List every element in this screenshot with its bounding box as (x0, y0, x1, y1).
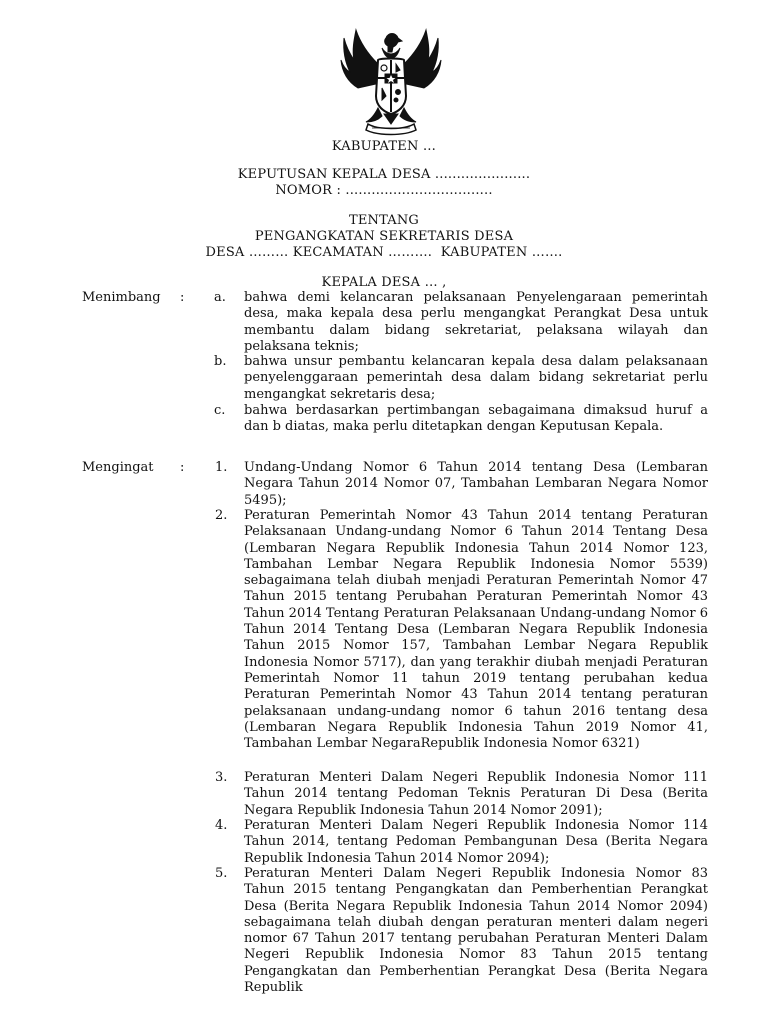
item-text: Peraturan Menteri Dalam Negeri Republik Indonesia Nomor 114 Tahun 2014, tentang Pedoman Pembangunan Desa (Berita Negara Republik Indonesia Tahun 2014 Nomor 2094); (244, 818, 708, 866)
decree-title: KEPUTUSAN KEPALA DESA ...................... (237, 167, 531, 182)
item-marker: c. (214, 403, 226, 418)
item-text: Peraturan Menteri Dalam Negeri Republik Indonesia Nomor 83 Tahun 2015 tentang Pengangkatan dan Pemberhentian Perangkat Desa (Berita Negara Republik Indonesia Tahun 2014 Nomor 2094) sebagaimana telah diubah dengan peraturan menteri dalam negeri nomor 67 Tahun 2017 tentang perubahan Peraturan Menteri Dalam Negeri Republik Indonesia Nomor 83 Tahun 2015 tentang Pengangkatan dan Pemberhentian Perangkat Desa (Berita Negara Republik (244, 866, 708, 996)
kabupaten-heading: KABUPATEN … (331, 139, 437, 154)
decree-subject: PENGANGKATAN SEKRETARIS DESA (254, 229, 514, 244)
item-text: bahwa demi kelancaran pelaksanaan Penyelengaraan pemerintah desa, maka kepala desa perlu mengangkat Perangkat Desa untuk membantu dalam bidang sekretariat, pelaksana wilayah dan pelaksana teknis; (244, 290, 708, 354)
item-marker: 2. (215, 508, 228, 523)
item-text: Undang-Undang Nomor 6 Tahun 2014 tentang Desa (Lembaran Negara Tahun 2014 Nomor 07, Tambahan Lembaran Negara Nomor 5495); (244, 460, 708, 508)
decree-location: DESA ……… KECAMATAN ………. KABUPATEN ……. (205, 245, 563, 260)
item-marker: 3. (215, 770, 228, 785)
menimbang-label: Menimbang (82, 290, 161, 305)
item-text: Peraturan Pemerintah Nomor 43 Tahun 2014 tentang Peraturan Pelaksanaan Undang-undang Nomor 6 Tahun 2014 Tentang Desa (Lembaran Negara Republik Indonesia Tahun 2014 Nomor 123, Tambahan Lembar Negara Republik Indonesia Nomor 5539) sebagaimana telah diubah menjadi Peraturan Pemerintah Nomor 47 Tahun 2015 tentang Perubahan Peraturan Pemerintah Nomor 43 Tahun 2014 Tentang Peraturan Pelaksanaan Undang-undang Nomor 6 Tahun 2014 Tentang Desa (Lembaran Negara Republik Indonesia Tahun 2015 Nomor 157, Tambahan Lembar Negara Republik Indonesia Nomor 5717), dan yang terakhir diubah menjadi Peraturan Pemerintah Nomor 11 tahun 2019 tentang perubahan kedua Peraturan Pemerintah Nomor 43 Tahun 2014 tentang peraturan pelaksanaan undang-undang nomor 6 tahun 2016 tentang desa (Lembaran Negara Republik Indonesia Tahun 2019 Nomor 41, Tambahan Lembar NegaraRepublik Indonesia Nomor 6321) (244, 508, 708, 752)
item-text: bahwa unsur pembantu kelancaran kepala desa dalam pelaksanaan penyelenggaraan pemerintah desa dalam bidang sekretariat perlu mengangkat sekretaris desa; (244, 354, 708, 402)
mengingat-colon: : (180, 460, 185, 475)
menimbang-colon: : (180, 290, 185, 305)
issuer-heading: KEPALA DESA … , (321, 275, 447, 290)
item-marker: 5. (215, 866, 228, 881)
item-marker: a. (214, 290, 226, 305)
garuda-emblem-icon (338, 24, 444, 136)
item-marker: b. (214, 354, 227, 369)
item-text: Peraturan Menteri Dalam Negeri Republik Indonesia Nomor 111 Tahun 2014 tentang Pedoman Teknis Peraturan Di Desa (Berita Negara Republik Indonesia Tahun 2014 Nomor 2091); (244, 770, 708, 818)
item-marker: 1. (215, 460, 228, 475)
item-marker: 4. (215, 818, 228, 833)
tentang-heading: TENTANG (348, 213, 420, 228)
item-text: bahwa berdasarkan pertimbangan sebagaimana dimaksud huruf a dan b diatas, maka perlu ditetapkan dengan Keputusan Kepala. (244, 403, 708, 435)
decree-number: NOMOR : .................................. (275, 183, 493, 198)
mengingat-label: Mengingat (82, 460, 154, 475)
